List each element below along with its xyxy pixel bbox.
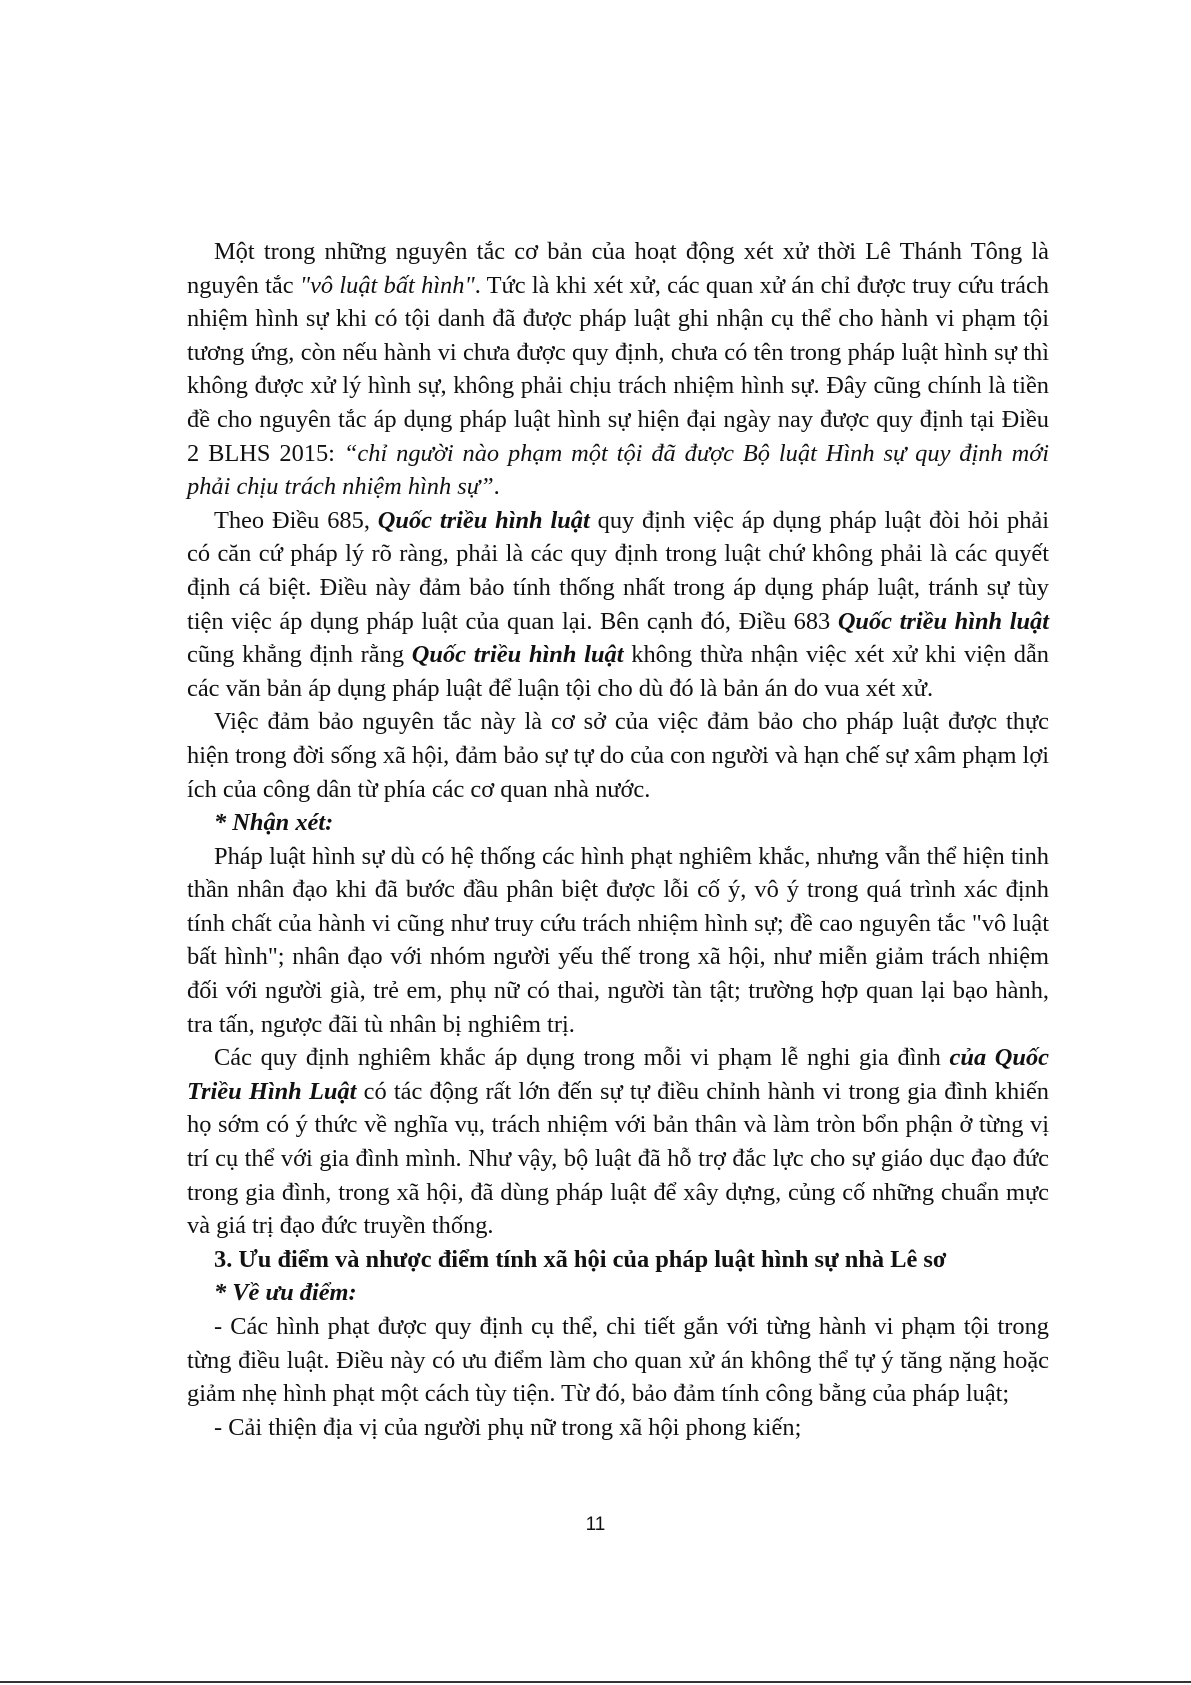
paragraph-dieu-685	[187, 504, 1049, 706]
page-body	[187, 235, 1049, 1444]
bold-italic-title: của Quốc Triều Hình Luật	[187, 1044, 1049, 1105]
text-run: Theo Điều 685,	[214, 506, 378, 534]
bold-italic-title: Quốc triều hình luật	[377, 506, 590, 534]
text-run: quy định việc áp dụng pháp luật đòi hỏi phải có căn cứ pháp lý rõ ràng, phải là các quy định trong luật chứ không phải là các quyết định cá biệt. Điều này đảm bảo tính thống nhất trong áp dụng pháp luật, tránh sự tùy tiện việc áp dụng pháp luật của quan lại. Bên cạnh đó, Điều 683	[187, 506, 1049, 635]
paragraph-le-nghi-gia-dinh	[187, 1041, 1049, 1243]
text-run: cũng khẳng định rằng	[187, 641, 412, 669]
heading-nhan-xet: * Nhận xét:	[214, 809, 334, 837]
section-heading-3: 3. Ưu điểm và nhược điểm tính xã hội của pháp luật hình sự nhà Lê sơ	[214, 1245, 947, 1273]
text-run: Một trong những nguyên tắc cơ bản của hoạt động xét xử thời Lê Thánh Tông là nguyên tắc	[187, 238, 1049, 299]
list-item-hinh-phat: - Các hình phạt được quy định cụ thể, chi tiết gắn với từng hành vi phạm tội trong từng điều luật. Điều này có ưu điểm làm cho quan xử án không thể tự ý tăng nặng hoặc giảm nhẹ hình phạt một cách tùy tiện. Từ đó, bảo đảm tính công bằng của pháp luật;	[187, 1313, 1049, 1408]
bold-italic-title: Quốc triều hình luật	[837, 607, 1050, 635]
list-item-phu-nu: - Cải thiện địa vị của người phụ nữ trong xã hội phong kiến;	[214, 1413, 802, 1441]
text-run: không thừa nhận việc xét xử khi viện dẫn các văn bản áp dụng pháp luật để luận tội cho dù đó là bản án do vua xét xử.	[187, 641, 1049, 702]
text-run: có tác động rất lớn đến sự tự điều chỉnh hành vi trong gia đình khiến họ sớm có ý thức về nghĩa vụ, trách nhiệm với bản thân và làm tròn bổn phận ở từng vị trí cụ thể với gia đình mình. Như vậy, bộ luật đã hỗ trợ đắc lực cho sự giáo dục đạo đức trong gia đình, trong xã hội, đã dùng pháp luật để xây dựng, củng cố những chuẩn mực và giá trị đạo đức truyền thống.	[187, 1077, 1049, 1240]
paragraph-dam-bao-nguyen-tac: Việc đảm bảo nguyên tắc này là cơ sở của việc đảm bảo cho pháp luật được thực hiện trong đời sống xã hội, đảm bảo sự tự do của con người và hạn chế sự xâm phạm lợi ích của công dân từ phía các cơ quan nhà nước.	[187, 708, 1049, 803]
text-run: . Tức là khi xét xử, các quan xử án chỉ được truy cứu trách nhiệm hình sự khi có tội danh đã được pháp luật ghi nhận cụ thể cho hành vi phạm tội tương ứng, còn nếu hành vi chưa được quy định, chưa có tên trong pháp luật hình sự thì không được xử lý hình sự, không phải chịu trách nhiệm hình sự. Đây cũng chính là tiền đề cho nguyên tắc áp dụng pháp luật hình sự hiện đại ngày nay được quy định tại Điều 2 BLHS 2015:	[187, 271, 1049, 467]
text-run: Các quy định nghiêm khắc áp dụng trong mỗi vi phạm lễ nghi gia đình	[214, 1044, 950, 1072]
paragraph-nhan-dao: Pháp luật hình sự dù có hệ thống các hình phạt nghiêm khắc, nhưng vẫn thể hiện tinh thần nhân đạo khi đã bước đầu phân biệt được lỗi cố ý, vô ý trong quá trình xác định tính chất của hành vi cũng như truy cứu trách nhiệm hình sự; đề cao nguyên tắc "vô luật bất hình"; nhân đạo với nhóm người yếu thế trong xã hội, như miễn giảm trách nhiệm đối với người già, trẻ em, phụ nữ có thai, người tàn tật; trường hợp quan lại bạo hành, tra tấn, ngược đãi tù nhân bị nghiêm trị.	[187, 842, 1049, 1038]
italic-term-vo-luat-bat-hinh: "vô luật bất hình"	[299, 271, 475, 299]
page-number: 11	[585, 1514, 606, 1535]
text-run: .	[493, 473, 500, 501]
bold-italic-title: Quốc triều hình luật	[411, 641, 624, 669]
heading-uu-diem: * Về ưu điểm:	[214, 1279, 357, 1307]
bottom-divider	[0, 1681, 1191, 1683]
paragraph-vo-luat-bat-hinh	[187, 235, 1049, 504]
italic-quote-blhs: “chỉ người nào phạm một tội đã được Bộ luật Hình sự quy định mới phải chịu trách nhiệm hình sự”	[187, 439, 1049, 501]
